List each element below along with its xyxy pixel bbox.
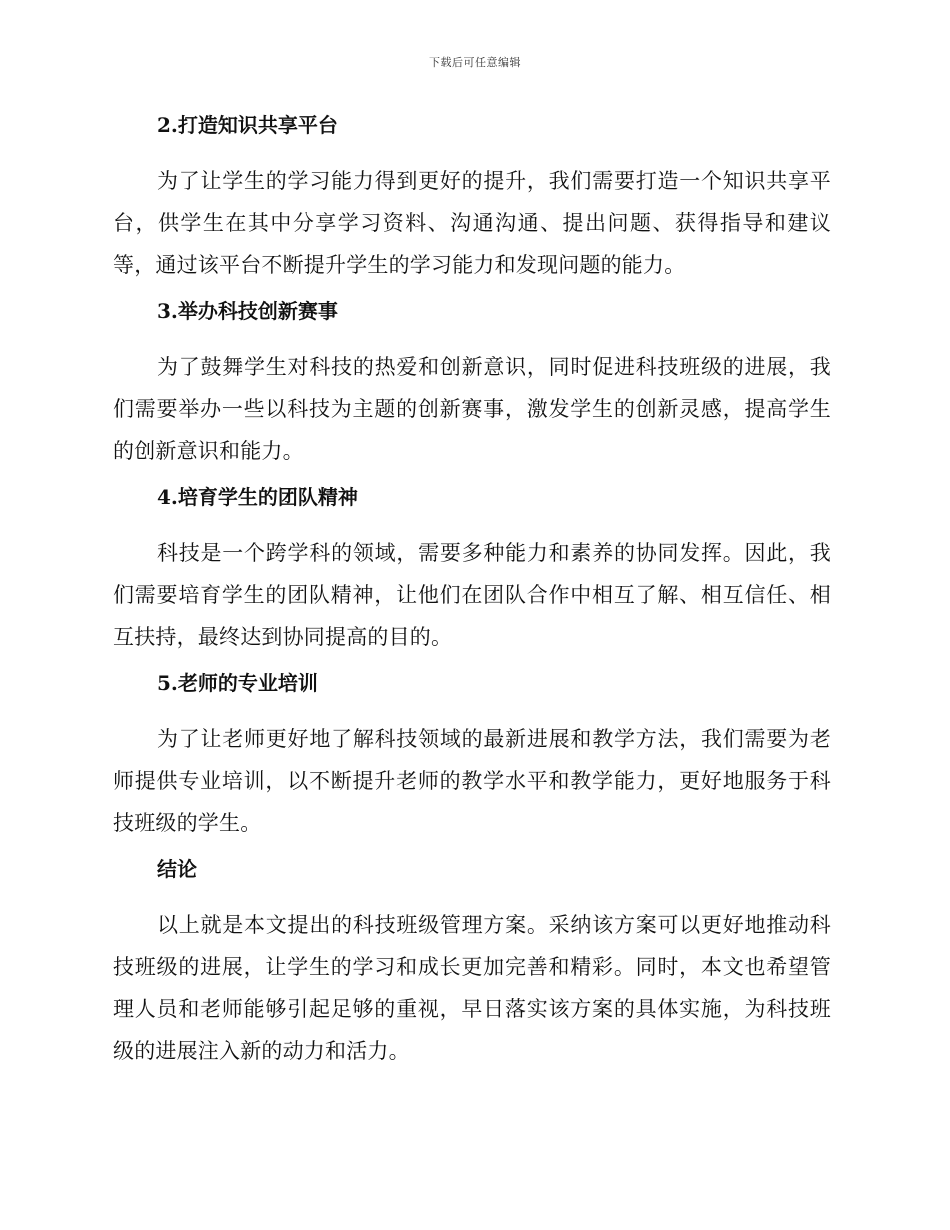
section-paragraph: 为了让老师更好地了解科技领域的最新进展和教学方法，我们需要为老师提供专业培训，以不断提升老师的教学水平和教学能力，更好地服务于科技班级的学生。	[113, 727, 831, 835]
section-paragraph: 科技是一个跨学科的领域，需要多种能力和素养的协同发挥。因此，我们需要培育学生的团队精神，让他们在团队合作中相互了解、相互信任、相互扶持，最终达到协同提高的目的。	[113, 541, 831, 649]
section-paragraph: 以上就是本文提出的科技班级管理方案。采纳该方案可以更好地推动科技班级的进展，让学生的学习和成长更加完善和精彩。同时，本文也希望管理人员和老师能够引起足够的重视，早日落实该方案的具体实施，为科技班级的进展注入新的动力和活力。	[113, 913, 831, 1063]
page-header: 下载后可任意编辑	[429, 56, 521, 69]
section-heading: 结论	[157, 857, 197, 881]
section-paragraph: 为了鼓舞学生对科技的热爱和创新意识，同时促进科技班级的进展，我们需要举办一些以科技为主题的创新赛事，激发学生的创新灵感，提高学生的创新意识和能力。	[113, 355, 831, 463]
section-knowledge-sharing	[113, 110, 831, 286]
section-paragraph: 为了让学生的学习能力得到更好的提升，我们需要打造一个知识共享平台，供学生在其中分享学习资料、沟通沟通、提出问题、获得指导和建议等，通过该平台不断提升学生的学习能力和发现问题的能力。	[113, 169, 831, 277]
section-heading: 5.老师的专业培训	[157, 671, 318, 695]
section-heading: 2.打造知识共享平台	[157, 113, 338, 137]
section-tech-competition	[113, 296, 831, 472]
document-content	[113, 110, 831, 1082]
section-heading: 4.培育学生的团队精神	[157, 485, 358, 509]
section-conclusion	[113, 854, 831, 1072]
section-team-spirit	[113, 482, 831, 658]
section-teacher-training	[113, 668, 831, 844]
section-heading: 3.举办科技创新赛事	[157, 299, 338, 323]
